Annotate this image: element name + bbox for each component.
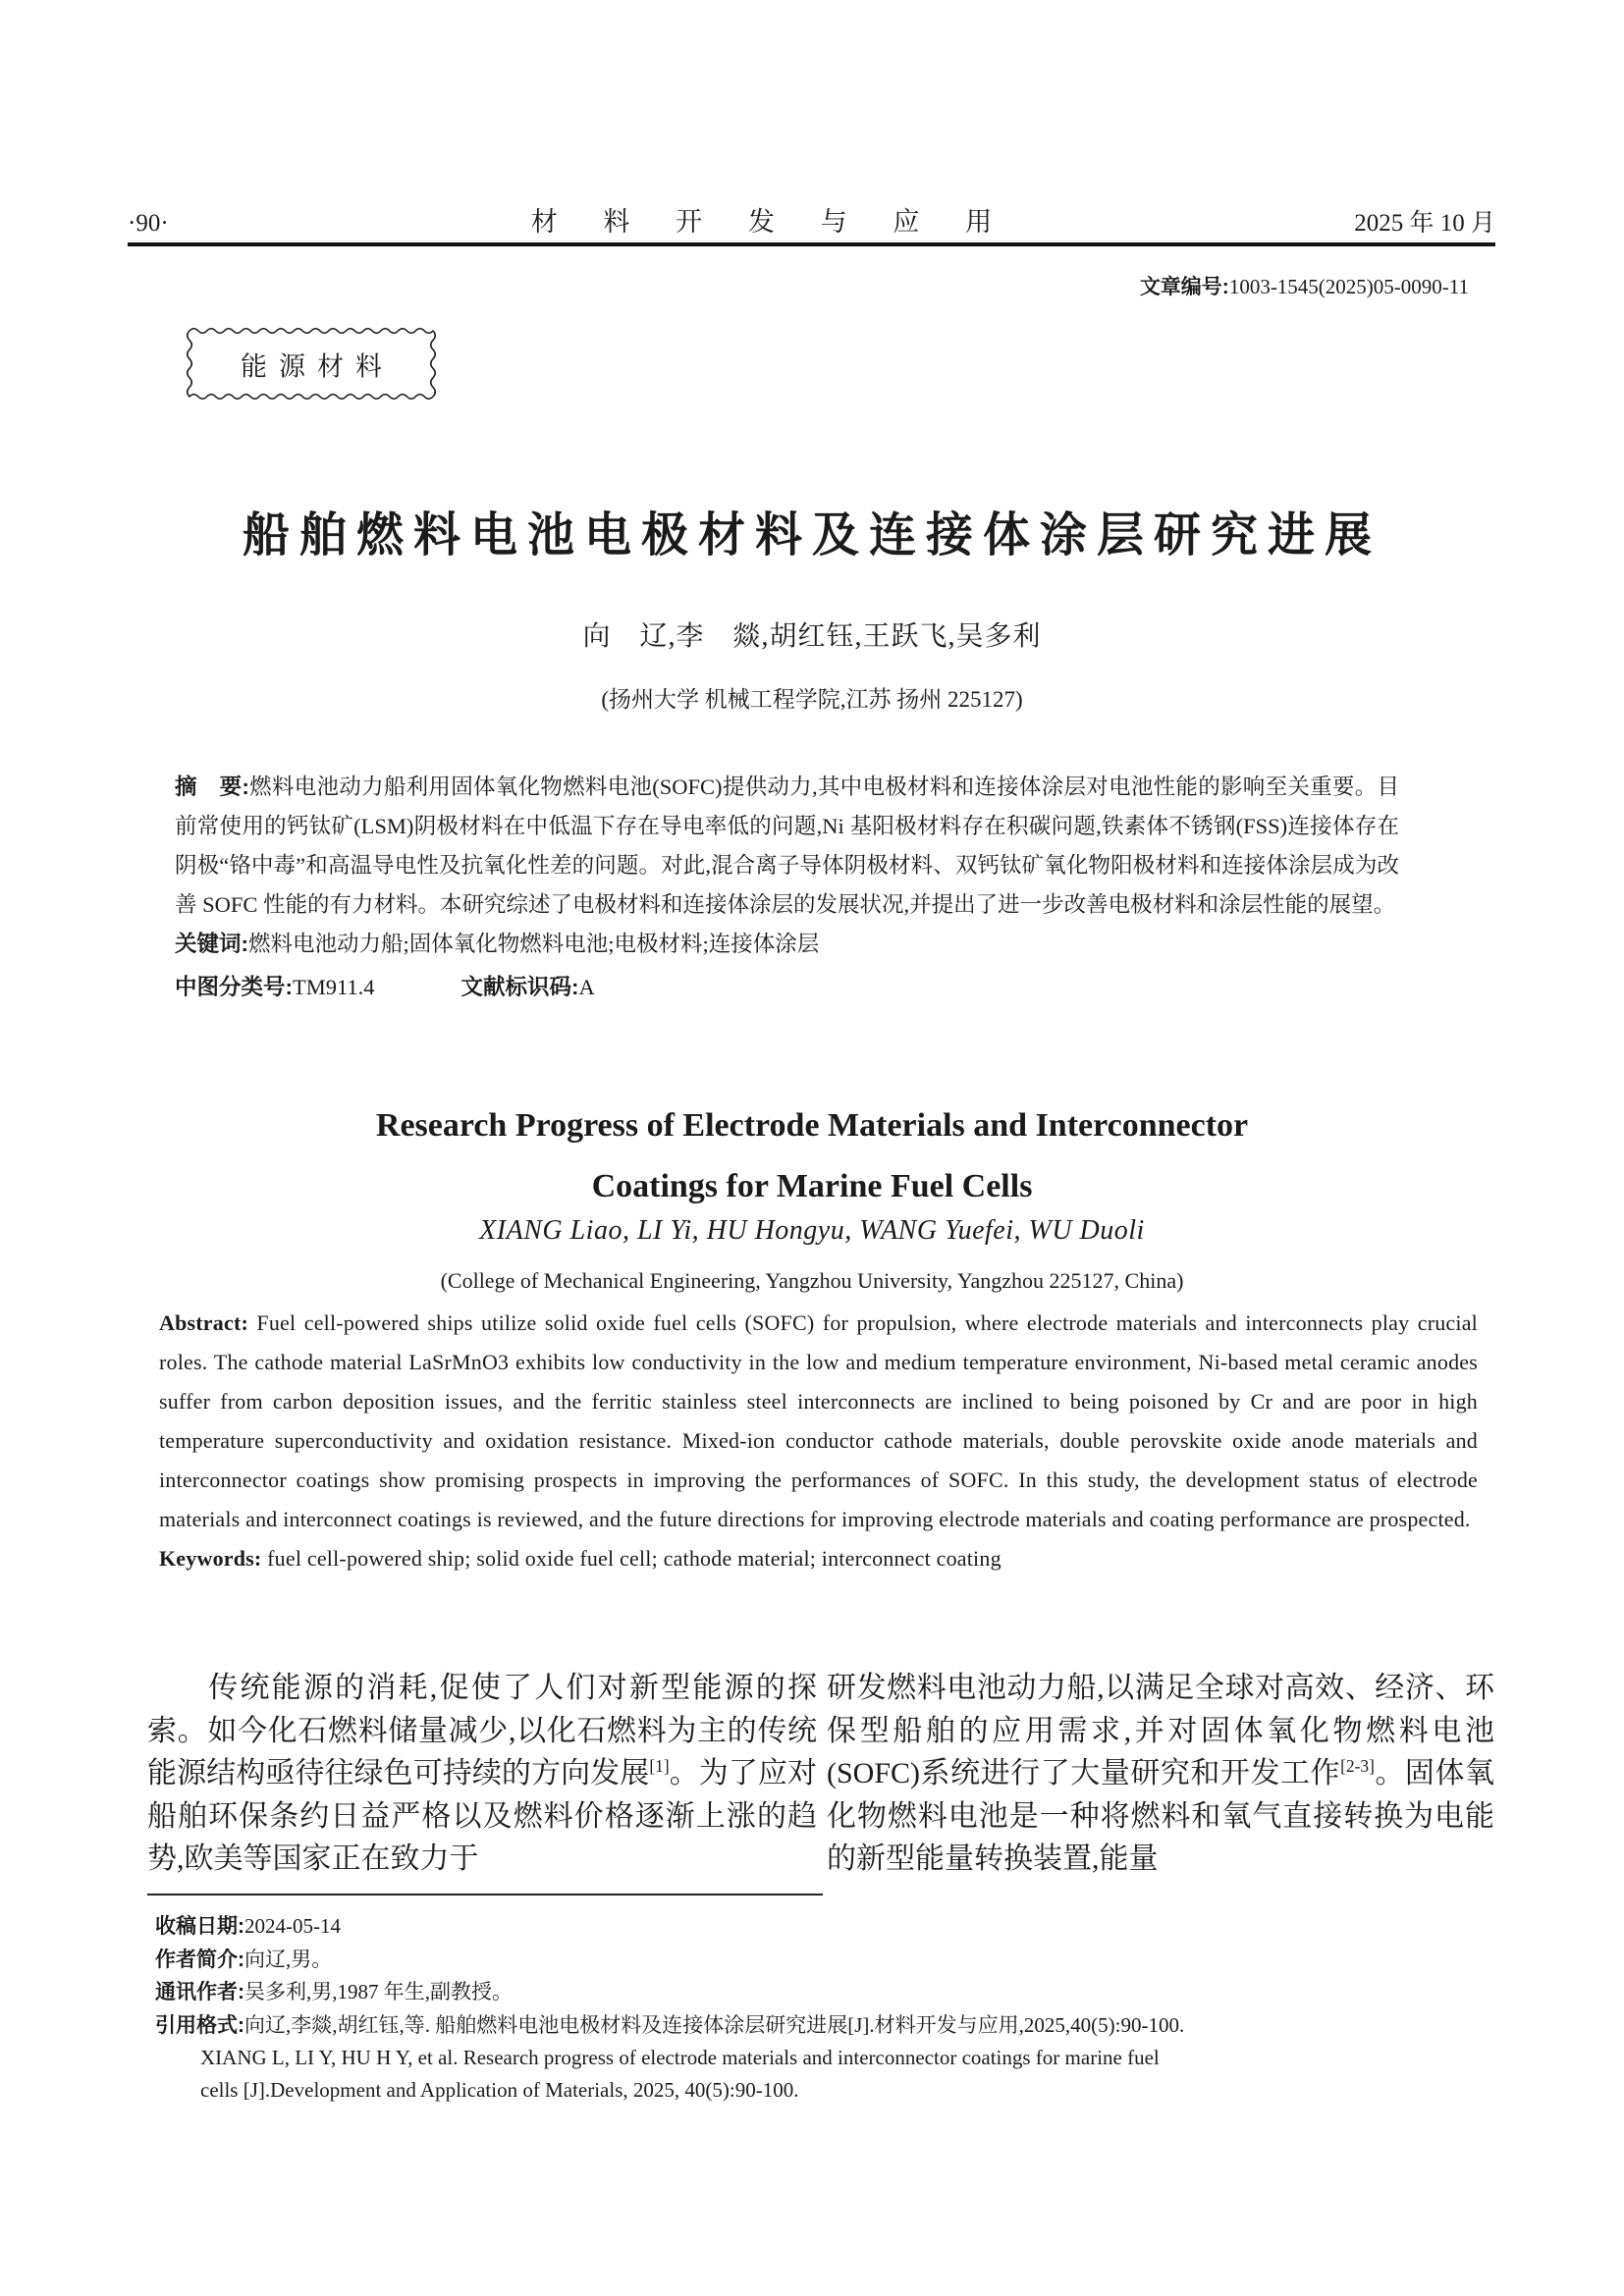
article-title-zh: 船舶燃料电池电极材料及连接体涂层研究进展 <box>242 509 1381 561</box>
article-title-en-line1: Research Progress of Electrode Materials and Interconnector <box>375 1107 1249 1144</box>
keywords-en <box>159 1539 1478 1578</box>
citation-marker-2: [2-3] <box>1340 1756 1375 1776</box>
authors-zh: 向 辽,李 燚,胡红钰,王跃飞,吴多利 <box>582 621 1042 652</box>
bio-value: 向辽,男。 <box>244 1947 333 1971</box>
keywords-zh <box>175 925 1399 964</box>
abstract-text-zh: 燃料电池动力船利用固体氧化物燃料电池(SOFC)提供动力,其中电极材料和连接体涂层对电池性能的影响至关重要。目前常使用的钙钛矿(LSM)阴极材料在中低温下存在导电率低的问题,Ni 基阳极材料存在积碳问题,铁素体不锈钢(FSS)连接体存在阴极“铬中毒”和高温导电性及抗氧化性差的问题。对此,混合离子导体阴极材料、双钙钛矿氧化物阳极材料和连接体涂层成为改善 SOFC 性能的有力材料。本研究综述了电极材料和连接体涂层的发展状况,并提出了进一步改善电极材料和涂层性能的展望。 <box>175 774 1399 917</box>
footnote-corresponding <box>155 1976 1500 2009</box>
received-label: 收稿日期: <box>155 1915 244 1938</box>
category-badge-label: 能源材料 <box>241 351 394 381</box>
article-id <box>1140 271 1469 300</box>
clc-value: TM911.4 <box>293 975 375 999</box>
keywords-label-en: Keywords: <box>159 1546 262 1571</box>
body-paragraph-left <box>147 1667 817 1881</box>
abstract-zh-block <box>175 768 1399 1007</box>
footnote-citation-en-1: XIANG L, LI Y, HU H Y, et al. Research progress of electrode materials and interconnector coatings for marine fuel <box>200 2046 1160 2069</box>
body-right-text-1: 研发燃料电池动力船,以满足全球对高效、经济、环保型船舶的应用需求,并对固体氧化物燃料电池(SOFC)系统进行了大量研究和开发工作 <box>827 1672 1494 1789</box>
running-head <box>128 200 1495 239</box>
footnotes-block <box>155 1910 1500 2106</box>
bio-label: 作者简介: <box>155 1948 244 1971</box>
abstract-label-en: Abstract: <box>159 1310 248 1335</box>
abstract-text-en: Fuel cell-powered ships utilize solid oxide fuel cells (SOFC) for propulsion, where electrode materials and interconnects play crucial roles. The cathode material LaSrMnO3 exhibits low conductivity in the low and medium temperature environment, Ni-based metal ceramic anodes suffer from carbon deposition issues, and the ferritic stainless steel interconnects are inclined to being poisoned by Cr and are poor in high temperature superconductivity and oxidation resistance. Mixed-ion conductor cathode materials, double perovskite oxide anode materials and interconnector coatings show promising prospects in improving the performances of SOFC. In this study, the development status of electrode materials and interconnect coatings is reviewed, and the future directions for improving electrode materials and coating performance are prospected. <box>159 1310 1478 1531</box>
corresponding-value: 吴多利,男,1987 年生,副教授。 <box>244 1980 513 2003</box>
article-id-label: 文章编号: <box>1139 276 1229 298</box>
body-paragraph-right <box>827 1667 1494 1881</box>
received-value: 2024-05-14 <box>244 1914 341 1938</box>
authors-en: XIANG Liao, LI Yi, HU Hongyu, WANG Yuefei, WU Duoli <box>479 1215 1145 1246</box>
citation-zh: 向辽,李燚,胡红钰,等. 船舶燃料电池电极材料及连接体涂层研究进展[J].材料开发与应用,2025,40(5):90-100. <box>244 2012 1185 2037</box>
journal-name: 材 料 开 发 与 应 用 <box>530 207 1012 237</box>
article-title-en <box>0 1095 1624 1217</box>
footnote-citation-zh <box>155 2009 1500 2043</box>
abstract-en <box>159 1304 1478 1539</box>
footnote-bio <box>155 1944 1500 1977</box>
corresponding-label: 通讯作者: <box>155 1981 244 2003</box>
footnote-received <box>155 1910 1500 1944</box>
keywords-label-zh: 关键词: <box>175 932 248 956</box>
category-badge <box>185 326 438 401</box>
citation-label: 引用格式: <box>155 2013 244 2037</box>
doc-code-label: 文献标识码: <box>460 975 579 999</box>
abstract-label-zh: 摘 要: <box>175 774 249 799</box>
clc-label: 中图分类号: <box>175 975 293 999</box>
header-rule <box>128 242 1495 246</box>
body-right-column <box>827 1667 1494 1881</box>
affiliation-zh: (扬州大学 机械工程学院,江苏 扬州 225127) <box>601 687 1023 712</box>
doc-code-value: A <box>578 975 595 999</box>
issue-date: 2025 年 10 月 <box>1354 210 1495 237</box>
article-id-value: 1003-1545(2025)05-0090-11 <box>1228 275 1469 298</box>
body-left-text-1: 传统能源的消耗,促使了人们对新型能源的探索。如今化石燃料储量减少,以化石燃料为主的传统能源结构亟待往绿色可持续的方向发展 <box>147 1672 817 1789</box>
body-left-column <box>147 1667 817 1881</box>
body-right-text-2: 。固体氧化物燃料电池是一种将燃料和氧气直接转换为电能的新型能量转换装置,能量 <box>827 1757 1495 1875</box>
abstract-zh <box>175 768 1399 925</box>
footnote-divider <box>147 1894 823 1896</box>
keywords-text-zh: 燃料电池动力船;固体氧化物燃料电池;电极材料;连接体涂层 <box>248 932 820 956</box>
affiliation-en: (College of Mechanical Engineering, Yangzhou University, Yangzhou 225127, China) <box>440 1268 1184 1293</box>
citation-marker-1: [1] <box>649 1756 670 1776</box>
keywords-text-en: fuel cell-powered ship; solid oxide fuel cell; cathode material; interconnect coating <box>267 1546 1001 1571</box>
page-number: ·90· <box>128 210 169 237</box>
article-title-en-line2: Coatings for Marine Fuel Cells <box>591 1168 1033 1204</box>
body-left-text-2: 。为了应对船舶环保条约日益严格以及燃料价格逐渐上涨的趋势,欧美等国家正在致力于 <box>147 1757 817 1875</box>
clc-line <box>175 968 1399 1007</box>
abstract-en-block <box>159 1304 1478 1578</box>
footnote-citation-en-2: cells [J].Development and Application of Materials, 2025, 40(5):90-100. <box>200 2077 799 2102</box>
